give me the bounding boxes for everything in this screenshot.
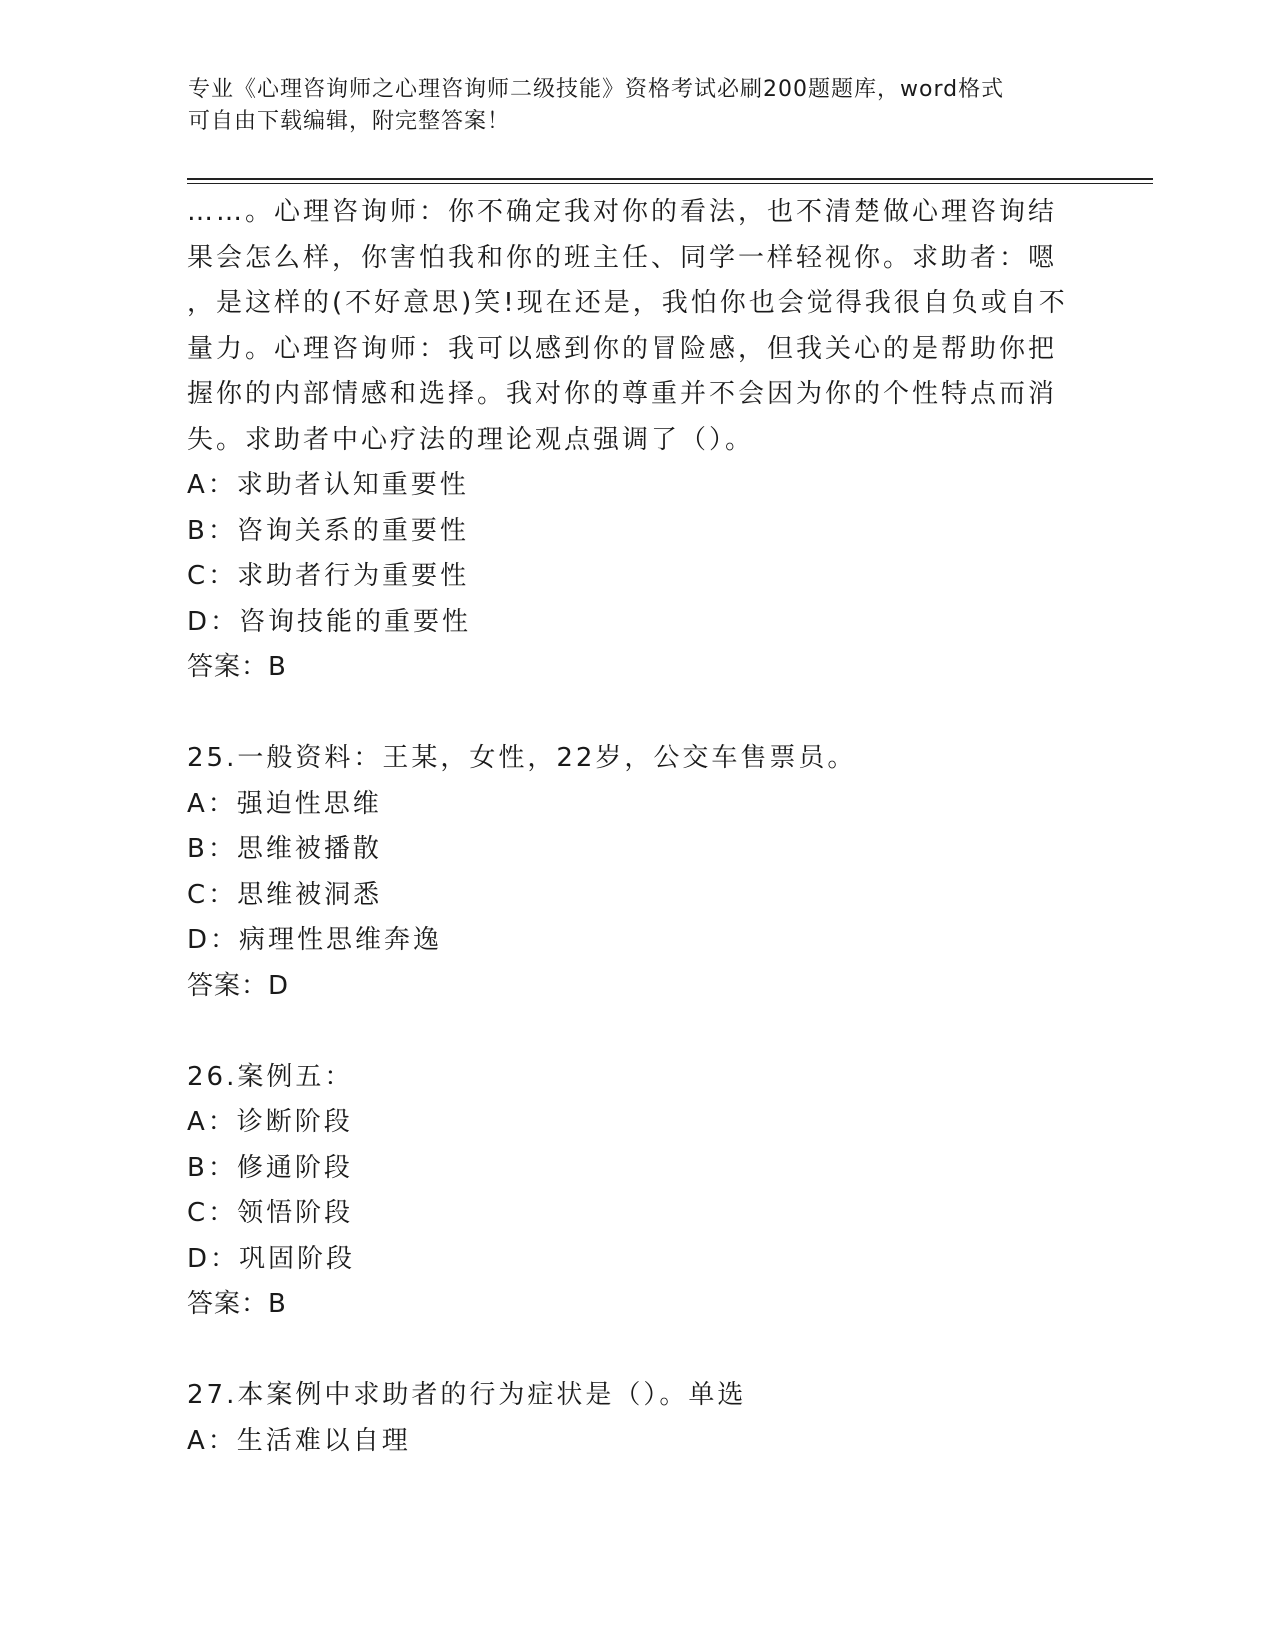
option-d: D：巩固阶段 (187, 1243, 356, 1274)
spacer (187, 691, 1087, 737)
option-b: B：咨询关系的重要性 (187, 515, 469, 546)
spacer (187, 1328, 1087, 1374)
question-text-line: 量力。心理咨询师：我可以感到你的冒险感，但我关心的是帮助你把 (187, 333, 1058, 364)
option-a: A：强迫性思维 (187, 788, 382, 819)
option-d: D：咨询技能的重要性 (187, 606, 472, 637)
option-c: C：领悟阶段 (187, 1198, 354, 1228)
answer: 答案：B (187, 652, 287, 682)
question-24-continued (187, 190, 1077, 463)
question-25-stem: 25.一般资料：王某，女性，22岁，公交车售票员。 (187, 743, 857, 773)
question-27-stem: 27.本案例中求助者的行为症状是（）。单选 (187, 1380, 747, 1410)
question-text-line: ，是这样的(不好意思)笑!现在还是，我怕你也会觉得我很自负或自不 (187, 288, 1068, 318)
header-divider-thick (187, 178, 1153, 180)
header-divider-thin (187, 183, 1153, 184)
question-text-line: ……。心理咨询师：你不确定我对你的看法，也不清楚做心理咨询结 (187, 197, 1058, 227)
option-a: A：诊断阶段 (187, 1107, 353, 1137)
option-b: B：思维被播散 (187, 834, 382, 864)
question-26-stem: 26.案例五： (187, 1061, 354, 1092)
answer: 答案：B (187, 1289, 287, 1319)
document-body (187, 190, 1087, 1464)
header-line-2: 可自由下载编辑，附完整答案！ (188, 109, 511, 134)
question-text-line: 失。求助者中心疗法的理论观点强调了（）。 (187, 424, 755, 455)
option-a: A：求助者认知重要性 (187, 470, 469, 500)
question-text-line: 果会怎么样，你害怕我和你的班主任、同学一样轻视你。求助者：嗯 (187, 242, 1058, 273)
option-c: C：思维被洞悉 (187, 879, 383, 910)
option-d: D：病理性思维奔逸 (187, 925, 443, 955)
question-text-line: 握你的内部情感和选择。我对你的尊重并不会因为你的个性特点而消 (187, 379, 1058, 409)
header-line-1: 专业《心理咨询师之心理咨询师二级技能》资格考试必刷200题题库，word格式 (188, 77, 1005, 102)
option-c: C：求助者行为重要性 (187, 561, 470, 591)
answer: 答案：D (187, 970, 290, 1001)
option-a: A：生活难以自理 (187, 1425, 411, 1456)
document-header (188, 74, 1088, 138)
spacer (187, 1009, 1087, 1055)
option-b: B：修通阶段 (187, 1152, 353, 1183)
